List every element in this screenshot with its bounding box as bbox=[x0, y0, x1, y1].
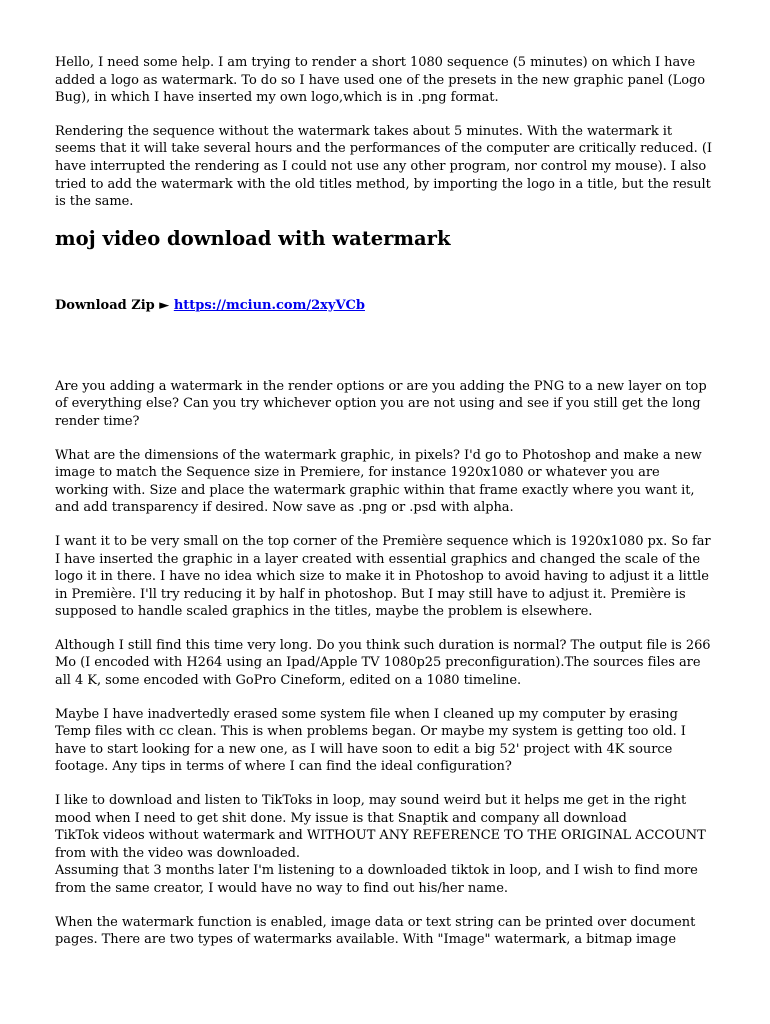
paragraph-dimensions: What are the dimensions of the watermark graphic, in pixels? I'd go to Photoshop and make a new image to match the Sequence size in Premiere, for instance 1920x1080 or whatever you are working with. Size and place the watermark graphic within that frame exactly where you want it, and add transparency if desired. Now save as .png or .psd with alpha. bbox=[55, 447, 702, 516]
download-label: Download Zip ► bbox=[55, 297, 170, 313]
document-page bbox=[55, 54, 715, 965]
tiktok-line-2: TikTok videos without watermark and WITHOUT ANY REFERENCE TO THE ORIGINAL ACCOUNT from with the video was downloaded. bbox=[55, 828, 706, 861]
paragraph-watermark-function: When the watermark function is enabled, image data or text string can be printed over document pages. There are two types of watermarks available. With "Image" watermark, a bitmap image bbox=[55, 914, 696, 948]
page-title: moj video download with watermark bbox=[55, 226, 451, 250]
spacer bbox=[55, 314, 715, 378]
intro-paragraph-2: Rendering the sequence without the watermark takes about 5 minutes. With the watermark it seems that it will take several hours and the performances of the computer are critically reduced. (I have interrupted the rendering as I could not use any other program, nor control my mouse). I also tried to add the watermark with the old titles method, by importing the logo in a title, but the result is the same. bbox=[55, 123, 712, 210]
download-line bbox=[55, 297, 715, 314]
paragraph-duration: Although I still find this time very long. Do you think such duration is normal? The output file is 266 Mo (I encoded with H264 using an Ipad/Apple TV 1080p25 preconfiguration).The sources files are all 4 K, some encoded with GoPro Cineform, edited on a 1080 timeline. bbox=[55, 637, 711, 689]
paragraph-render-options: Are you adding a watermark in the render options or are you adding the PNG to a new layer on top of everything else? Can you try whichever option you are not using and see if you still get the long render time? bbox=[55, 378, 707, 429]
paragraph-small-corner: I want it to be very small on the top corner of the Première sequence which is 1920x1080 px. So far I have inserted the graphic in a layer created with essential graphics and changed the scale of the logo it in there. I have no idea which size to make it in Photoshop to avoid having to adjust it a little in Première. I'll try reducing it by half in photoshop. But I may still have to adjust it. Première is supposed to handle scaled graphics in the titles, maybe the problem is elsewhere. bbox=[55, 533, 711, 620]
download-link[interactable]: https://mciun.com/2xyVCb bbox=[173, 297, 365, 313]
tiktok-line-1: I like to download and listen to TikToks in loop, may sound weird but it helps me get in the right mood when I need to get shit done. My issue is that Snaptik and company all download bbox=[55, 793, 687, 826]
intro-paragraph-1: Hello, I need some help. I am trying to render a short 1080 sequence (5 minutes) on which I have added a logo as watermark. To do so I have used one of the presets in the new graphic panel (Logo Bug), in which I have inserted my own logo,which is in .png format. bbox=[55, 55, 706, 106]
paragraph-tiktok bbox=[55, 792, 715, 898]
tiktok-line-3: Assuming that 3 months later I'm listening to a downloaded tiktok in loop, and I wish to find more from the same creator, I would have no way to find out his/her name. bbox=[55, 863, 698, 896]
paragraph-system-files: Maybe I have inadvertedly erased some system file when I cleaned up my computer by erasing Temp files with cc clean. This is when problems began. Or maybe my system is getting too old. I have to start looking for a new one, as I will have soon to edit a big 52' project with 4K source footage. Any tips in terms of where I can find the ideal configuration? bbox=[55, 706, 686, 775]
